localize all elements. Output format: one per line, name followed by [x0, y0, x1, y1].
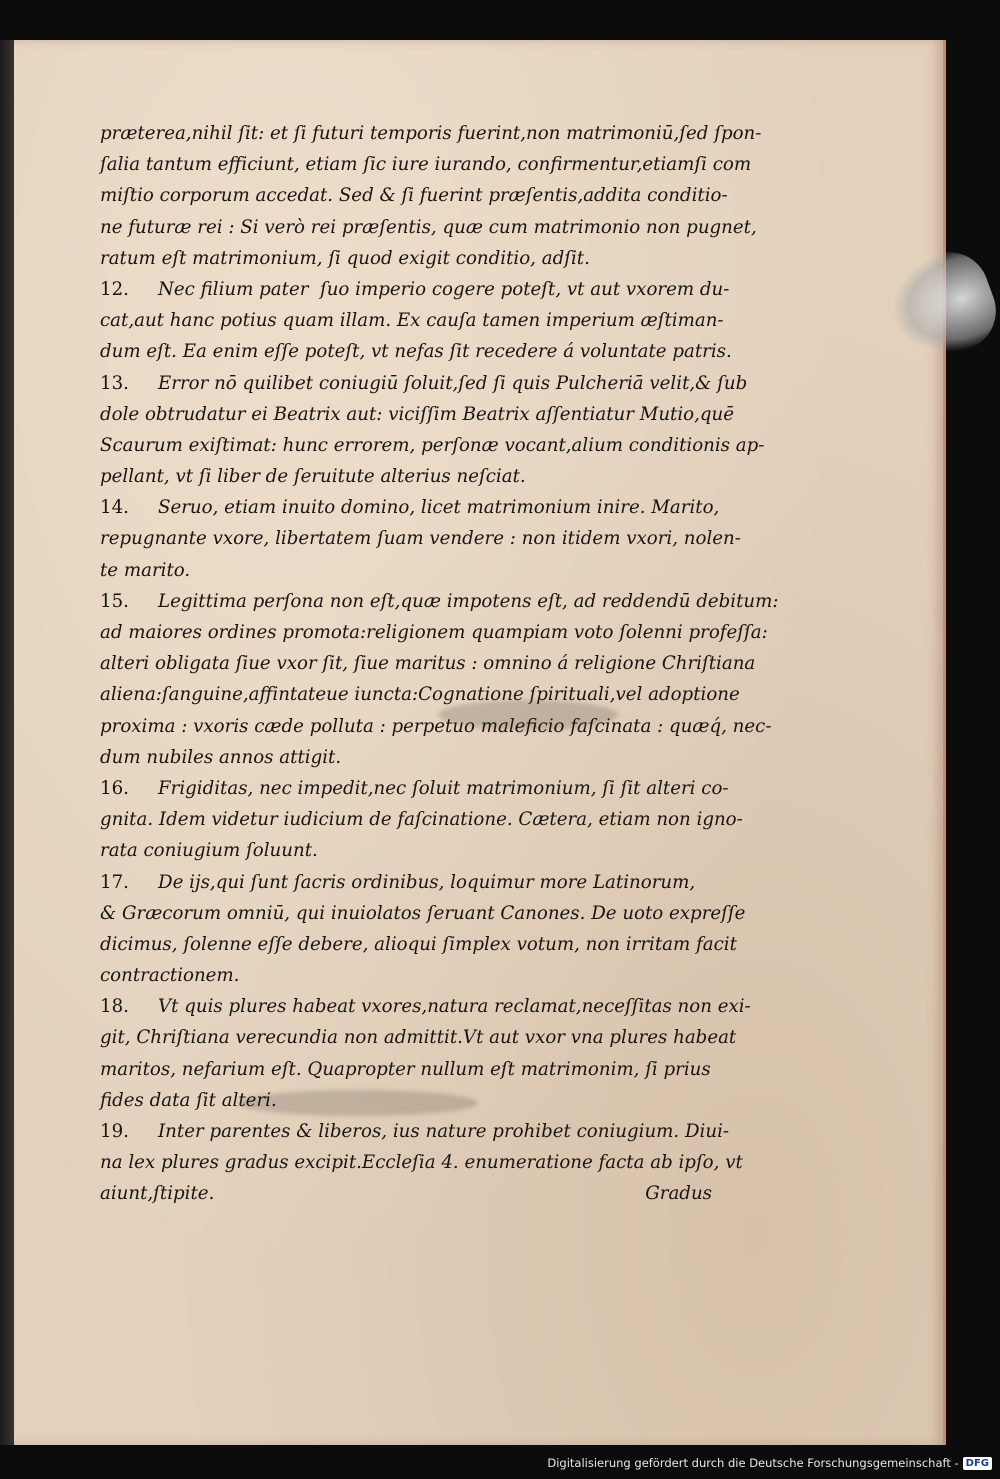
- text-line: [100, 586, 779, 617]
- text-line: [100, 617, 768, 648]
- text-line: [100, 679, 740, 710]
- line-text: te marito.: [100, 559, 191, 581]
- section-number: 16.: [100, 777, 129, 799]
- section-number: 13.: [100, 372, 129, 394]
- section-number: 14.: [100, 497, 129, 519]
- text-line: [100, 1085, 712, 1116]
- line-text: Scaurum exiſtimat: hunc errorem, perſonӕ vocant,alium conditionis ap-: [100, 434, 765, 456]
- text-line: [100, 305, 724, 336]
- catchword: Gradus: [645, 1183, 712, 1205]
- text-line: [100, 773, 729, 804]
- section-number: 17.: [100, 871, 129, 893]
- text-line: [100, 336, 732, 367]
- text-line: [100, 1116, 730, 1147]
- credit-text: Digitalisierung gefördert durch die Deutsche Forschungsgemeinschaft -: [547, 1456, 959, 1470]
- line-text: maritos, nefarium eſt. Quapropter nullum eſt matrimonim, ſi prius: [100, 1058, 711, 1080]
- line-text: pellant, vt ſi liber de ſeruitute alterius neſciat.: [100, 466, 526, 488]
- text-line: [100, 149, 752, 180]
- page-text-block: [100, 118, 779, 1210]
- line-text: aliena:ſanguine,affintateue iuncta:Cognatione ſpirituali,vel adoptione: [100, 684, 740, 706]
- text-line: [100, 399, 735, 430]
- line-text: ſalia tantum efficiunt, etiam ſic iure iurando, confirmentur,etiamſi com: [100, 154, 752, 176]
- footer-credit: [547, 1453, 992, 1473]
- text-line: [100, 212, 757, 243]
- line-text: dicimus, ſolenne eſſe debere, alioqui ſimplex votum, non irritam facit: [100, 933, 737, 955]
- line-text: aiunt,ſtipite.: [100, 1183, 215, 1205]
- line-text: cat,aut hanc potius quam illam. Ex cauſa tamen imperium ӕſtiman-: [100, 310, 724, 332]
- line-text: Frigiditas, nec impedit,nec ſoluit matrimonium, ſi ſit alteri co-: [158, 777, 729, 799]
- text-line: [100, 648, 756, 679]
- text-line: [100, 991, 751, 1022]
- line-text: miſtio corporum accedat. Sed & ſi fuerint prӕſentis,addita conditio-: [100, 185, 728, 207]
- line-text: alteri obligata ſiue vxor ſit, ſiue maritus : omnino á religione Chriſtiana: [100, 653, 756, 675]
- text-line: [100, 711, 772, 742]
- section-number: 15.: [100, 590, 129, 612]
- section-number: 12.: [100, 278, 129, 300]
- book-binding-edge: [0, 40, 14, 1445]
- line-text: & Grӕcorum omniū, qui inuiolatos ſeruant Canones. De uoto expreſſe: [100, 902, 746, 924]
- section-number: 18.: [100, 996, 129, 1018]
- line-text: Inter parentes & liberos, ius nature prohibet coniugium. Diui-: [158, 1121, 730, 1142]
- text-line: [100, 742, 712, 773]
- text-line: [100, 243, 712, 274]
- line-text: dum eſt. Ea enim eſſe poteſt, vt nefas ſit recedere á voluntate patris.: [100, 341, 732, 363]
- text-line: [100, 929, 737, 960]
- text-line: [100, 274, 730, 305]
- line-text: contractionem.: [100, 965, 240, 987]
- line-text: dum nubiles annos attigit.: [100, 746, 342, 768]
- text-line: [100, 960, 712, 991]
- text-line: [100, 492, 720, 523]
- line-text: proxima : vxoris cӕde polluta : perpetuo maleficio faſcinata : quӕq́, nec-: [100, 715, 772, 737]
- text-line: [100, 804, 743, 835]
- text-line: [100, 898, 746, 929]
- text-line: [100, 461, 712, 492]
- text-line: [100, 1022, 737, 1053]
- line-text: repugnante vxore, libertatem ſuam vendere : non itidem vxori, nolen-: [100, 528, 741, 550]
- line-text: ratum eſt matrimonium, ſi quod exigit conditio, adſit.: [100, 247, 590, 269]
- text-line: [100, 555, 712, 586]
- line-text: ne futurӕ rei : Si verò rei prӕſentis, quӕ cum matrimonio non pugnet,: [100, 216, 757, 238]
- line-text: Legittima perſona non eſt,quӕ impotens eſt, ad reddendū debitum:: [158, 590, 779, 612]
- line-text: git, Chriſtiana verecundia non admittit.Vt aut vxor vna plures habeat: [100, 1027, 737, 1049]
- text-line: [100, 1054, 712, 1085]
- line-text: Error nō quilibet coniugiū ſoluit,ſed ſi quis Pulcheriā velit,& ſub: [158, 372, 748, 394]
- line-text: gnita. Idem videtur iudicium de faſcinatione. Cӕtera, etiam non igno-: [100, 809, 743, 831]
- line-text: Vt quis plures habeat vxores,natura reclamat,neceſſitas non exi-: [158, 996, 751, 1018]
- text-line: [100, 430, 765, 461]
- section-number: 19.: [100, 1121, 129, 1142]
- line-text: rata coniugium ſoluunt.: [100, 840, 318, 862]
- text-line: [100, 368, 748, 399]
- line-text: prӕterea,nihil ſit: et ſi futuri temporis fuerint,non matrimoniū,ſed ſpon-: [100, 123, 762, 144]
- line-text: dole obtrudatur ei Beatrix aut: viciſſim Beatrix aſſentiatur Mutio,quē: [100, 403, 735, 425]
- line-text: Seruo, etiam inuito domino, licet matrimonium inire. Marito,: [158, 497, 720, 519]
- text-line: [100, 523, 741, 554]
- text-line: [100, 118, 762, 149]
- line-text: Nec filium pater ſuo imperio cogere poteſt, vt aut vxorem du-: [158, 278, 730, 300]
- line-text: De ijs,qui ſunt ſacris ordinibus, loquimur more Latinorum,: [158, 871, 696, 893]
- dfg-logo: DFG: [963, 1457, 992, 1470]
- text-line: [100, 1147, 743, 1178]
- line-text: fides data ſit alteri.: [100, 1089, 277, 1111]
- text-line: [100, 867, 712, 898]
- line-text: ad maiores ordines promota:religionem quampiam voto ſolenni profeſſa:: [100, 622, 768, 643]
- line-text: na lex plures gradus excipit.Eccleſia 4. enumeratione facta ab ipſo, vt: [100, 1152, 743, 1174]
- text-line: [100, 180, 728, 211]
- text-line: [100, 835, 712, 866]
